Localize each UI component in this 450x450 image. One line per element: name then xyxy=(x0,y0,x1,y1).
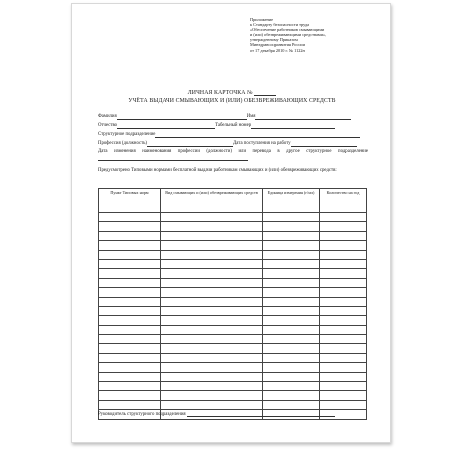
table-cell[interactable] xyxy=(99,382,161,391)
surname-field[interactable] xyxy=(117,114,247,120)
appendix-line: к Стандарту безопасности труда xyxy=(250,22,310,28)
table-cell[interactable] xyxy=(263,222,320,231)
table-row xyxy=(99,259,367,268)
table-cell[interactable] xyxy=(161,316,263,325)
table-cell[interactable] xyxy=(99,335,161,344)
table-cell[interactable] xyxy=(161,391,263,400)
table-cell[interactable] xyxy=(320,288,367,297)
header-means-type: Вид смывающих и (или) обезвреживающих средств xyxy=(161,189,263,213)
table-cell[interactable] xyxy=(161,353,263,362)
table-cell[interactable] xyxy=(161,372,263,381)
table-cell[interactable] xyxy=(99,316,161,325)
appendix-line: и (или) обезвреживающими средствами», xyxy=(250,32,327,38)
table-cell[interactable] xyxy=(263,250,320,259)
table-cell[interactable] xyxy=(99,325,161,334)
table-row xyxy=(99,400,367,409)
header-norm-item: Пункт Типовых норм xyxy=(99,189,161,213)
table-cell[interactable] xyxy=(263,316,320,325)
appendix-line: Минздравсоцразвития России xyxy=(250,42,305,48)
table-cell[interactable] xyxy=(99,250,161,259)
table-cell[interactable] xyxy=(320,344,367,353)
table-row xyxy=(99,316,367,325)
department-field[interactable] xyxy=(155,132,360,138)
row-norms xyxy=(98,168,368,174)
table-cell[interactable] xyxy=(263,382,320,391)
table-cell[interactable] xyxy=(263,325,320,334)
table-header-row xyxy=(99,189,367,213)
table-row xyxy=(99,278,367,287)
signature-label: Руководитель структурного подразделения xyxy=(98,412,186,417)
table-cell[interactable] xyxy=(263,269,320,278)
table-cell[interactable] xyxy=(263,278,320,287)
table-cell[interactable] xyxy=(263,297,320,306)
table-row xyxy=(99,222,367,231)
header-quantity: Количество на год xyxy=(320,189,367,213)
table-cell[interactable] xyxy=(161,241,263,250)
norms-table xyxy=(98,188,367,420)
table-cell[interactable] xyxy=(263,231,320,240)
table-cell[interactable] xyxy=(161,250,263,259)
table-cell[interactable] xyxy=(99,372,161,381)
table-cell[interactable] xyxy=(263,288,320,297)
table-cell[interactable] xyxy=(263,306,320,315)
table-cell[interactable] xyxy=(99,363,161,372)
tab-number-label: Табельный номер xyxy=(215,123,252,128)
table-cell[interactable] xyxy=(161,363,263,372)
table-cell[interactable] xyxy=(99,259,161,268)
table-body xyxy=(99,213,367,420)
table-cell[interactable] xyxy=(161,325,263,334)
row-department xyxy=(98,132,368,138)
table-cell[interactable] xyxy=(161,269,263,278)
table-row xyxy=(99,306,367,315)
table-row xyxy=(99,241,367,250)
table-cell[interactable] xyxy=(263,213,320,222)
table-cell[interactable] xyxy=(161,306,263,315)
table-row xyxy=(99,335,367,344)
appendix-line: от 17 декабря 2010 г. № 1122н xyxy=(250,47,305,53)
table-row xyxy=(99,372,367,381)
table-cell[interactable] xyxy=(99,241,161,250)
card-title-text: ЛИЧНАЯ КАРТОЧКА № xyxy=(187,90,253,96)
table-cell[interactable] xyxy=(99,231,161,240)
table-cell[interactable] xyxy=(161,335,263,344)
table-cell[interactable] xyxy=(161,213,263,222)
table-cell[interactable] xyxy=(161,400,263,409)
table-cell[interactable] xyxy=(263,400,320,409)
profession-label: Профессия (должность) xyxy=(98,141,148,146)
row-change-date xyxy=(98,149,368,161)
signature-field[interactable] xyxy=(187,411,335,417)
table-cell[interactable] xyxy=(320,400,367,409)
table-row xyxy=(99,297,367,306)
table-cell[interactable] xyxy=(161,231,263,240)
table-cell[interactable] xyxy=(320,250,367,259)
table-cell[interactable] xyxy=(320,325,367,334)
name-field[interactable] xyxy=(255,114,351,120)
table-cell[interactable] xyxy=(99,222,161,231)
table-row xyxy=(99,363,367,372)
table-cell[interactable] xyxy=(320,259,367,268)
patronymic-field[interactable] xyxy=(117,123,215,129)
hire-date-label: Дата поступления на работу xyxy=(233,141,291,146)
name-label: Имя xyxy=(246,114,256,119)
table-cell[interactable] xyxy=(99,278,161,287)
table-cell[interactable] xyxy=(99,400,161,409)
appendix-line: Приложение xyxy=(250,17,274,22)
table-row xyxy=(99,391,367,400)
table-cell[interactable] xyxy=(161,382,263,391)
table-cell[interactable] xyxy=(263,372,320,381)
change-date-field[interactable] xyxy=(98,155,248,161)
table-cell[interactable] xyxy=(320,297,367,306)
tab-number-field[interactable] xyxy=(251,123,335,129)
table-cell[interactable] xyxy=(320,231,367,240)
table-row xyxy=(99,353,367,362)
table-cell[interactable] xyxy=(263,335,320,344)
table-row xyxy=(99,288,367,297)
card-number-field[interactable] xyxy=(254,90,276,96)
table-cell[interactable] xyxy=(320,222,367,231)
table-cell[interactable] xyxy=(161,222,263,231)
table-cell[interactable] xyxy=(320,241,367,250)
table-cell[interactable] xyxy=(161,288,263,297)
table-cell[interactable] xyxy=(161,278,263,287)
table-cell[interactable] xyxy=(99,391,161,400)
table-cell[interactable] xyxy=(161,344,263,353)
table-cell[interactable] xyxy=(320,269,367,278)
row-patronymic-tab xyxy=(98,123,368,129)
appendix-block xyxy=(250,17,380,53)
table-cell[interactable] xyxy=(263,363,320,372)
row-profession-hire xyxy=(98,141,368,147)
table-row xyxy=(99,213,367,222)
table-cell[interactable] xyxy=(263,391,320,400)
table-cell[interactable] xyxy=(320,353,367,362)
table-cell[interactable] xyxy=(99,297,161,306)
table-cell[interactable] xyxy=(99,344,161,353)
table-cell[interactable] xyxy=(320,372,367,381)
table-cell[interactable] xyxy=(320,316,367,325)
table-cell[interactable] xyxy=(320,213,367,222)
table-cell[interactable] xyxy=(320,306,367,315)
change-date-label: Дата изменения наименования профессии (должности) или перевода в другое структурное подразделение xyxy=(98,149,368,154)
profession-field[interactable] xyxy=(147,141,233,147)
table-cell[interactable] xyxy=(99,288,161,297)
table-row xyxy=(99,344,367,353)
table-cell[interactable] xyxy=(99,213,161,222)
table-cell[interactable] xyxy=(263,344,320,353)
table-row xyxy=(99,250,367,259)
table-row xyxy=(99,325,367,334)
hire-date-field[interactable] xyxy=(291,141,357,147)
table-cell[interactable] xyxy=(99,306,161,315)
table-cell[interactable] xyxy=(263,353,320,362)
table-row xyxy=(99,269,367,278)
card-title xyxy=(72,90,392,96)
table-cell[interactable] xyxy=(263,241,320,250)
surname-label: Фамилия xyxy=(98,114,117,119)
department-label: Структурное подразделение xyxy=(98,132,156,137)
table-cell[interactable] xyxy=(320,382,367,391)
header-unit: Единица измерения (г/мл) xyxy=(263,189,320,213)
card-subtitle: УЧЁТА ВЫДАЧИ СМЫВАЮЩИХ И (ИЛИ) ОБЕЗВРЕЖИВАЮЩИХ СРЕДСТВ xyxy=(128,98,336,104)
table-row xyxy=(99,382,367,391)
signature-row xyxy=(98,411,368,417)
table-cell[interactable] xyxy=(320,391,367,400)
appendix-line: утвержденному Приказом xyxy=(250,37,298,43)
patronymic-label: Отчество xyxy=(98,123,118,128)
table-cell[interactable] xyxy=(320,363,367,372)
table-cell[interactable] xyxy=(320,278,367,287)
row-surname-name xyxy=(98,114,368,120)
table-cell[interactable] xyxy=(99,353,161,362)
table-row xyxy=(99,231,367,240)
table-cell[interactable] xyxy=(320,335,367,344)
table-cell[interactable] xyxy=(161,259,263,268)
table-cell[interactable] xyxy=(263,259,320,268)
table-cell[interactable] xyxy=(99,269,161,278)
document-page xyxy=(71,3,391,443)
table-cell[interactable] xyxy=(161,297,263,306)
appendix-line: «Обеспечение работников смывающими xyxy=(250,27,325,33)
norms-label: Предусмотрено Типовыми нормами бесплатной выдачи работникам смывающих и (или) обезвреживающих средств: xyxy=(98,168,337,173)
